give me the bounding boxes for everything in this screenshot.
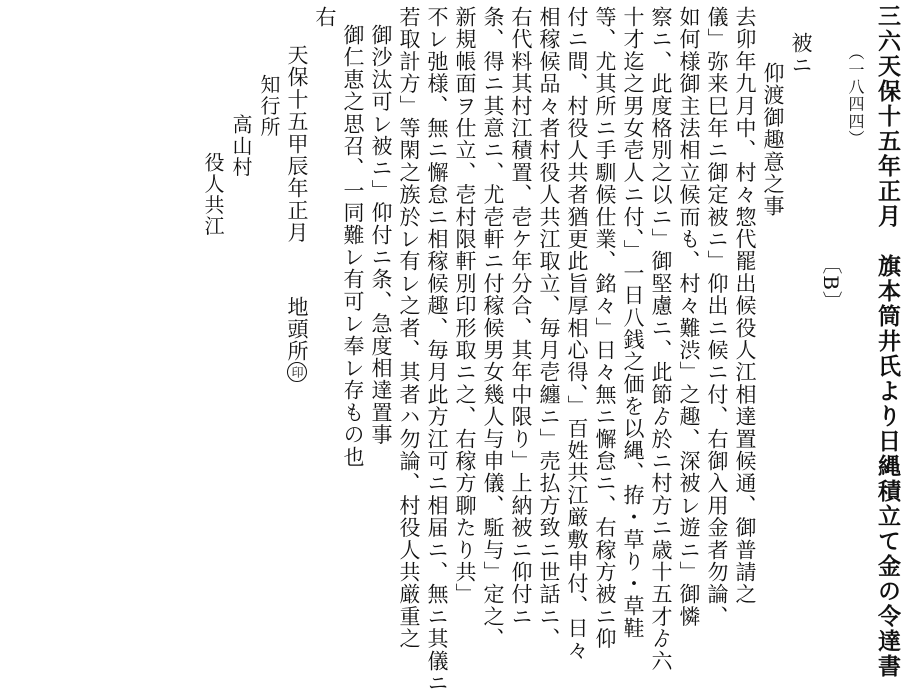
document-date bbox=[279, 4, 307, 382]
year-note: （一八四四） bbox=[846, 44, 865, 148]
body-line-6: 等、尤其所ニ手馴候仕業、銘々」日々無ニ懈怠ニ、右稼方被ニ仰 bbox=[593, 6, 617, 650]
recipient-1: 知行所 bbox=[257, 74, 281, 138]
recipient-3: 役人共江 bbox=[201, 152, 225, 237]
body-line-8: 相稼候品々者村役人共江取立、毎月壱纏ニ」売払方致ニ世話ニ、 bbox=[537, 6, 561, 650]
page-number: 三六 bbox=[874, 4, 901, 54]
body-line-13: 若取計方」等閑之族於レ有レ之者、其者ハ勿論、村役人共厳重之 bbox=[397, 6, 421, 650]
body-line-2: 儀」弥来巳年ニ御定被ニ」仰出ニ候ニ付、右御入用金者勿論、 bbox=[705, 6, 729, 628]
recipient-2: 高山村 bbox=[229, 114, 253, 178]
body-line-14: 御沙汰可レ被ニ」仰付ニ条、急度相達置事 bbox=[369, 24, 393, 446]
document-title bbox=[863, 4, 899, 679]
body-line-5: 十才迄之男女壱人ニ付、」一日八銭之価を以縄、拵・草り・草鞋 bbox=[621, 6, 645, 640]
body-line-11: 新規帳面ヲ仕立、壱村限軒別印形取ニ之、右稼方聊たり共」 bbox=[453, 6, 477, 606]
body-line-3: 如何様御主法相立候而も、村々難渋」之趣、深被レ遊ニ」御憐 bbox=[677, 6, 701, 628]
seal-icon: 印 bbox=[287, 362, 307, 382]
header-block bbox=[841, 4, 899, 679]
body-line-10: 条、得ニ其意ニ、尤壱軒ニ付稼候男女幾人与申儀、駈与」定之、 bbox=[481, 6, 505, 650]
body-line-12: 不レ弛様、無ニ懈怠ニ相稼候趣、毎月此方江可ニ相届ニ、無ニ其儀ニ bbox=[425, 6, 449, 694]
heading-1: 被ニ bbox=[789, 32, 813, 77]
body-line-1: 去卯年九月中、村々惣代罷出候役人江相達置候通、御普請之 bbox=[733, 6, 757, 606]
issuer: 地頭所 bbox=[285, 295, 309, 363]
title-text: 天保十五年正月 旗本筒井氏より日縄積立て金の令達書 bbox=[874, 54, 901, 679]
right-label: 右 bbox=[313, 6, 337, 29]
date-text: 天保十五甲辰年正月 bbox=[285, 44, 309, 244]
body-line-15: 御仁恵之思召、一同難レ有可レ奉レ存もの也 bbox=[341, 24, 365, 468]
body-line-4: 察ニ、此度格別之以ニ」御堅慮ニ、此節ゟ於ニ村方ニ歳十五才ゟ六 bbox=[649, 6, 673, 672]
heading-2: 仰渡御趣意之事 bbox=[761, 62, 785, 218]
section-mark: 〔B〕 bbox=[819, 254, 843, 313]
body-line-9: 右代料其村江積置、壱ケ年分合、其年中限り」上納被ニ仰付ニ bbox=[509, 6, 533, 628]
body-line-7: 付ニ間、村役人共者猶更此旨厚相心得、」百姓共江厳敷申付、日々 bbox=[565, 6, 589, 662]
